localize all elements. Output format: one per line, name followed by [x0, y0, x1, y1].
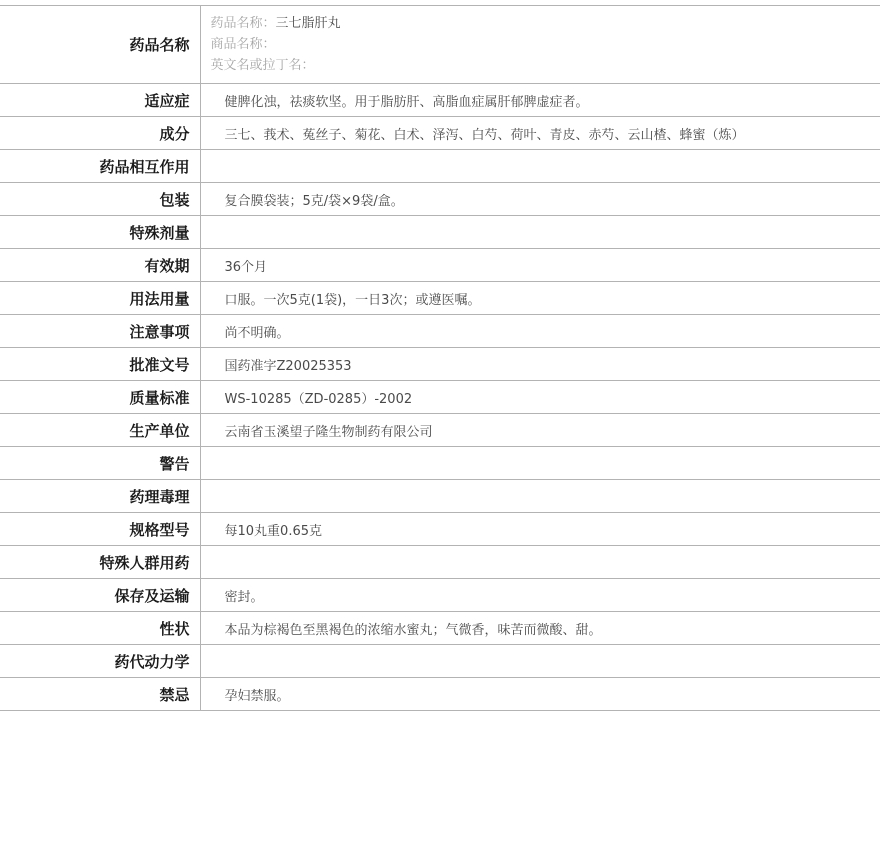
spec-value: 云南省玉溪望子隆生物制药有限公司	[200, 414, 880, 447]
spec-label: 用法用量	[0, 282, 200, 315]
spec-row-quality-standard	[0, 381, 880, 414]
spec-label: 性状	[0, 612, 200, 645]
spec-value: 本品为棕褐色至黑褐色的浓缩水蜜丸；气微香，味苦而微酸、甜。	[200, 612, 880, 645]
spec-label: 药代动力学	[0, 645, 200, 678]
spec-value: 密封。	[200, 579, 880, 612]
spec-label: 质量标准	[0, 381, 200, 414]
generic-name-line	[211, 13, 880, 34]
trade-name-label: 商品名称：	[210, 37, 276, 52]
english-name-label: 英文名或拉丁名：	[210, 58, 315, 73]
spec-value: 尚不明确。	[200, 315, 880, 348]
spec-row-pharmacology	[0, 480, 880, 513]
spec-row-special-dosage	[0, 216, 880, 249]
spec-label: 包装	[0, 183, 200, 216]
spec-row-indication	[0, 84, 880, 117]
spec-row-packaging	[0, 183, 880, 216]
spec-label: 警告	[0, 447, 200, 480]
spec-value	[200, 150, 880, 183]
spec-label: 药品相互作用	[0, 150, 200, 183]
spec-row-manufacturer	[0, 414, 880, 447]
spec-row-storage	[0, 579, 880, 612]
spec-value	[200, 447, 880, 480]
generic-name-value: 三七脂肝丸	[275, 16, 341, 31]
spec-label: 禁忌	[0, 678, 200, 711]
spec-label: 成分	[0, 117, 200, 150]
spec-value: 国药准字Z20025353	[200, 348, 880, 381]
spec-label: 生产单位	[0, 414, 200, 447]
spec-label: 药理毒理	[0, 480, 200, 513]
spec-row-description	[0, 612, 880, 645]
spec-label: 特殊人群用药	[0, 546, 200, 579]
spec-row-warning	[0, 447, 880, 480]
spec-value: 复合膜袋装；5克/袋×9袋/盒。	[200, 183, 880, 216]
spec-row-interactions	[0, 150, 880, 183]
spec-row-shelf-life	[0, 249, 880, 282]
spec-row-ingredients	[0, 117, 880, 150]
spec-value: WS-10285（ZD-0285）-2002	[200, 381, 880, 414]
spec-value: 每10丸重0.65克	[200, 513, 880, 546]
drug-spec-table	[0, 5, 880, 711]
spec-value	[200, 645, 880, 678]
spec-label: 保存及运输	[0, 579, 200, 612]
spec-value: 36个月	[200, 249, 880, 282]
generic-name-prefix: 药品名称：	[210, 16, 276, 31]
spec-row-usage	[0, 282, 880, 315]
spec-label: 特殊剂量	[0, 216, 200, 249]
spec-row-precautions	[0, 315, 880, 348]
spec-value-name	[200, 6, 880, 84]
spec-label: 批准文号	[0, 348, 200, 381]
spec-row-name	[0, 6, 880, 84]
spec-row-pharmacokinetics	[0, 645, 880, 678]
spec-label: 有效期	[0, 249, 200, 282]
spec-label-name: 药品名称	[0, 6, 200, 84]
spec-row-approval-number	[0, 348, 880, 381]
spec-value	[200, 216, 880, 249]
spec-label: 规格型号	[0, 513, 200, 546]
spec-value	[200, 546, 880, 579]
spec-label: 注意事项	[0, 315, 200, 348]
spec-row-contraindications	[0, 678, 880, 711]
spec-row-special-populations	[0, 546, 880, 579]
spec-value: 健脾化浊，祛痰软坚。用于脂肪肝、高脂血症属肝郁脾虚症者。	[200, 84, 880, 117]
spec-value: 孕妇禁服。	[200, 678, 880, 711]
spec-row-specification	[0, 513, 880, 546]
spec-label: 适应症	[0, 84, 200, 117]
spec-value: 三七、莪术、菟丝子、菊花、白术、泽泻、白芍、荷叶、青皮、赤芍、云山楂、蜂蜜（炼）	[200, 117, 880, 150]
spec-value	[200, 480, 880, 513]
spec-value: 口服。一次5克(1袋)，一日3次；或遵医嘱。	[200, 282, 880, 315]
